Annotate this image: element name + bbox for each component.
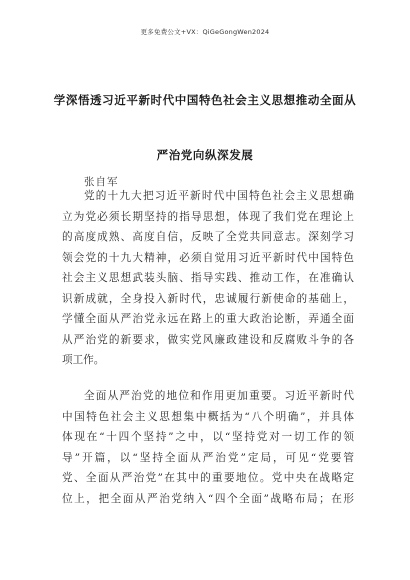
paragraph-line: 学懂全面从严治党永远在路上的重大政治论断，弄通全面 <box>62 313 354 325</box>
paragraph-line: 项工作。 <box>62 354 105 366</box>
paragraph-line: 从严治党的新要求，做实党风廉政建设和反腐败斗争的各 <box>62 333 354 346</box>
paragraph-1 <box>62 186 354 371</box>
paragraph-line: 位上，把全面从严治党纳入“四个全面”战略布局；在形 <box>62 492 354 505</box>
paragraph-line: 党的十九大把习近平新时代中国特色社会主义思想确 <box>84 190 354 202</box>
paragraph-line: 识新成就，全身投入新时代，忠诚履行新使命的基础上， <box>62 292 354 305</box>
author-name: 张自军 <box>84 176 119 188</box>
paragraph-line: 的高度成熟、高度自信，反映了全党共同意志。深刻学习 <box>62 231 354 243</box>
paragraph-line: 党、全面从严治党”在其中的重要地位。党中央在战略定 <box>62 472 354 484</box>
paragraph-line: 社会主义思想武装头脑、指导实践、推动工作，在准确认 <box>62 272 354 284</box>
paragraph-line: 体现在“十四个坚持”之中，以“坚持党对一切工作的领 <box>62 431 354 443</box>
paragraph-line: 全面从严治党的地位和作用更加重要。习近平新时代 <box>84 390 354 402</box>
paragraph-line: 导”开篇，以“坚持全面从严治党”定局，可见“党要管 <box>62 451 354 464</box>
title-line-2: 严治党向纵深发展 <box>156 148 254 162</box>
title-line-1: 学深悟透习近平新时代中国特色社会主义思想推动全面从 <box>53 93 357 107</box>
paragraph-line: 立为党必须长期坚持的指导思想，体现了我们党在理论上 <box>62 210 354 223</box>
paragraph-2 <box>62 386 354 509</box>
header-note: 更多免费公文+VX：QiGeGongWen2024 <box>140 28 270 36</box>
paragraph-line: 领会党的十九大精神，必须自觉用习近平新时代中国特色 <box>62 251 354 264</box>
paragraph-line: 中国特色社会主义思想集中概括为“八个明确”，并具体 <box>62 410 354 423</box>
